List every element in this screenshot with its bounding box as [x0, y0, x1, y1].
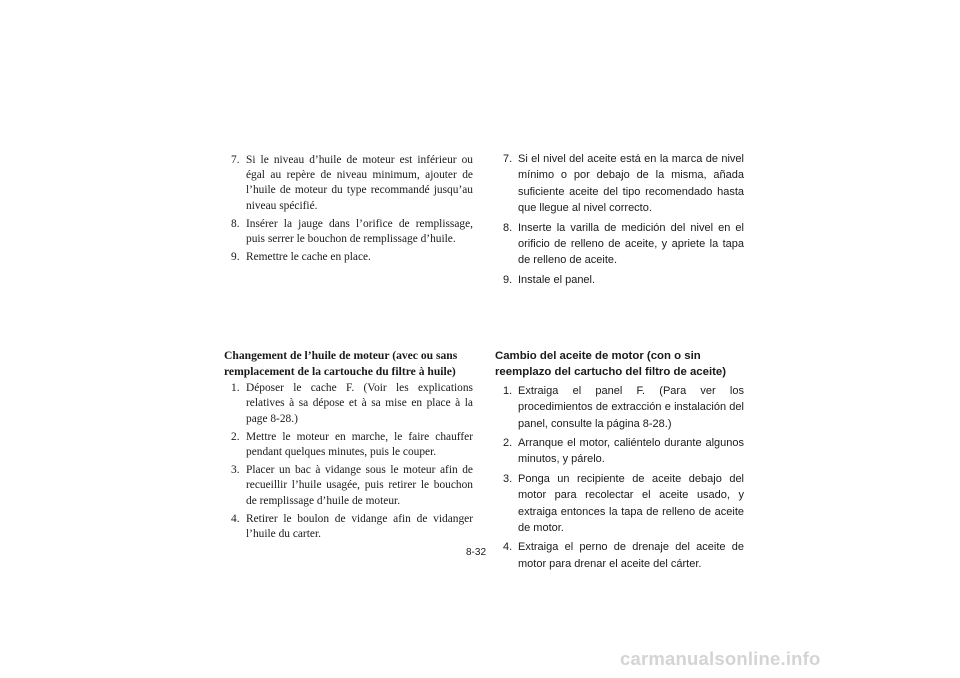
step-text: Si le niveau d’huile de moteur est inférieur ou égal au repère de niveau minimum, ajouter de l’huile de moteur du type recommandé jusqu’au niveau spécifié.: [246, 154, 473, 212]
list-item: [224, 430, 473, 460]
list-item: [224, 250, 473, 265]
step-number: 7.: [231, 154, 240, 166]
list-item: [495, 471, 744, 537]
spanish-oil-change-section: [495, 348, 744, 575]
step-number: 1.: [231, 382, 240, 395]
step-text: Mettre le moteur en marche, le faire chauffer pendant quelques minutes, puis le couper.: [246, 430, 473, 458]
list-item: [224, 217, 473, 247]
step-text: Si el nivel del aceite está en la marca de nivel mínimo o por debajo de la misma, añada suficiente aceite del tipo recomendado hasta que llegue al nivel correcto.: [518, 153, 744, 215]
step-text: Retirer le boulon de vidange afin de vidanger l’huile du carter.: [246, 512, 473, 541]
list-item: [495, 151, 744, 217]
section-heading: Cambio del aceite de motor (con o sin reemplazo del cartucho del filtro de aceite): [495, 350, 727, 379]
step-text: Insérer la jauge dans l’orifice de remplissage, puis serrer le bouchon de remplissage d’huile.: [246, 217, 473, 246]
step-number: 8.: [231, 217, 240, 230]
step-text: Inserte la varilla de medición del nivel en el orificio de relleno de aceite, y apriete la tapa de relleno de aceite.: [518, 221, 744, 267]
step-number: 2.: [231, 430, 240, 443]
step-number: 9.: [231, 251, 240, 264]
section-heading: Changement de l’huile de moteur (avec ou sans remplacement de la cartouche du filtre à huile): [224, 349, 458, 378]
watermark-link[interactable]: carmanualsonline.info: [620, 648, 821, 669]
list-item: [224, 463, 473, 509]
list-item: [495, 539, 744, 572]
step-text: Ponga un recipiente de aceite debajo del motor para recolectar el aceite usado, y extraiga entonces la tapa de relleno de aceite de motor.: [518, 472, 744, 535]
step-number: 3.: [503, 472, 513, 485]
step-number: 9.: [503, 273, 513, 286]
step-text: Extraiga el panel F. (Para ver los procedimientos de extracción e instalación del panel, consulte la página 8-28.): [518, 384, 744, 430]
list-item: [495, 272, 744, 288]
step-text: Extraiga el perno de drenaje del aceite de motor para drenar el aceite del cárter.: [518, 541, 744, 570]
step-number: 2.: [503, 437, 513, 450]
step-number: 8.: [503, 221, 513, 234]
step-text: Remettre le cache en place.: [246, 251, 371, 264]
list-item: [224, 512, 473, 542]
list-item: [224, 153, 473, 214]
spanish-continued-steps: [495, 151, 744, 291]
step-number: 7.: [503, 153, 513, 165]
list-item: [495, 435, 744, 468]
list-item: [495, 383, 744, 432]
step-number: 1.: [503, 384, 513, 397]
step-text: Instale el panel.: [518, 273, 596, 286]
list-item: [224, 381, 473, 427]
french-oil-change-section: [224, 348, 473, 545]
step-number: 4.: [231, 512, 240, 525]
list-item: [495, 220, 744, 269]
french-continued-steps: [224, 153, 473, 268]
step-number: 4.: [503, 541, 513, 554]
page-number: 8-32: [466, 547, 487, 558]
step-text: Placer un bac à vidange sous le moteur afin de recueillir l’huile usagée, puis retirer le bouchon de remplissage d’huile de moteur.: [246, 464, 473, 507]
step-text: Arranque el motor, caliéntelo durante algunos minutos, y párelo.: [518, 437, 744, 466]
step-number: 3.: [231, 464, 240, 477]
step-text: Déposer le cache F. (Voir les explications relatives à sa dépose et à sa mise en place à la page 8-28.): [246, 382, 473, 425]
